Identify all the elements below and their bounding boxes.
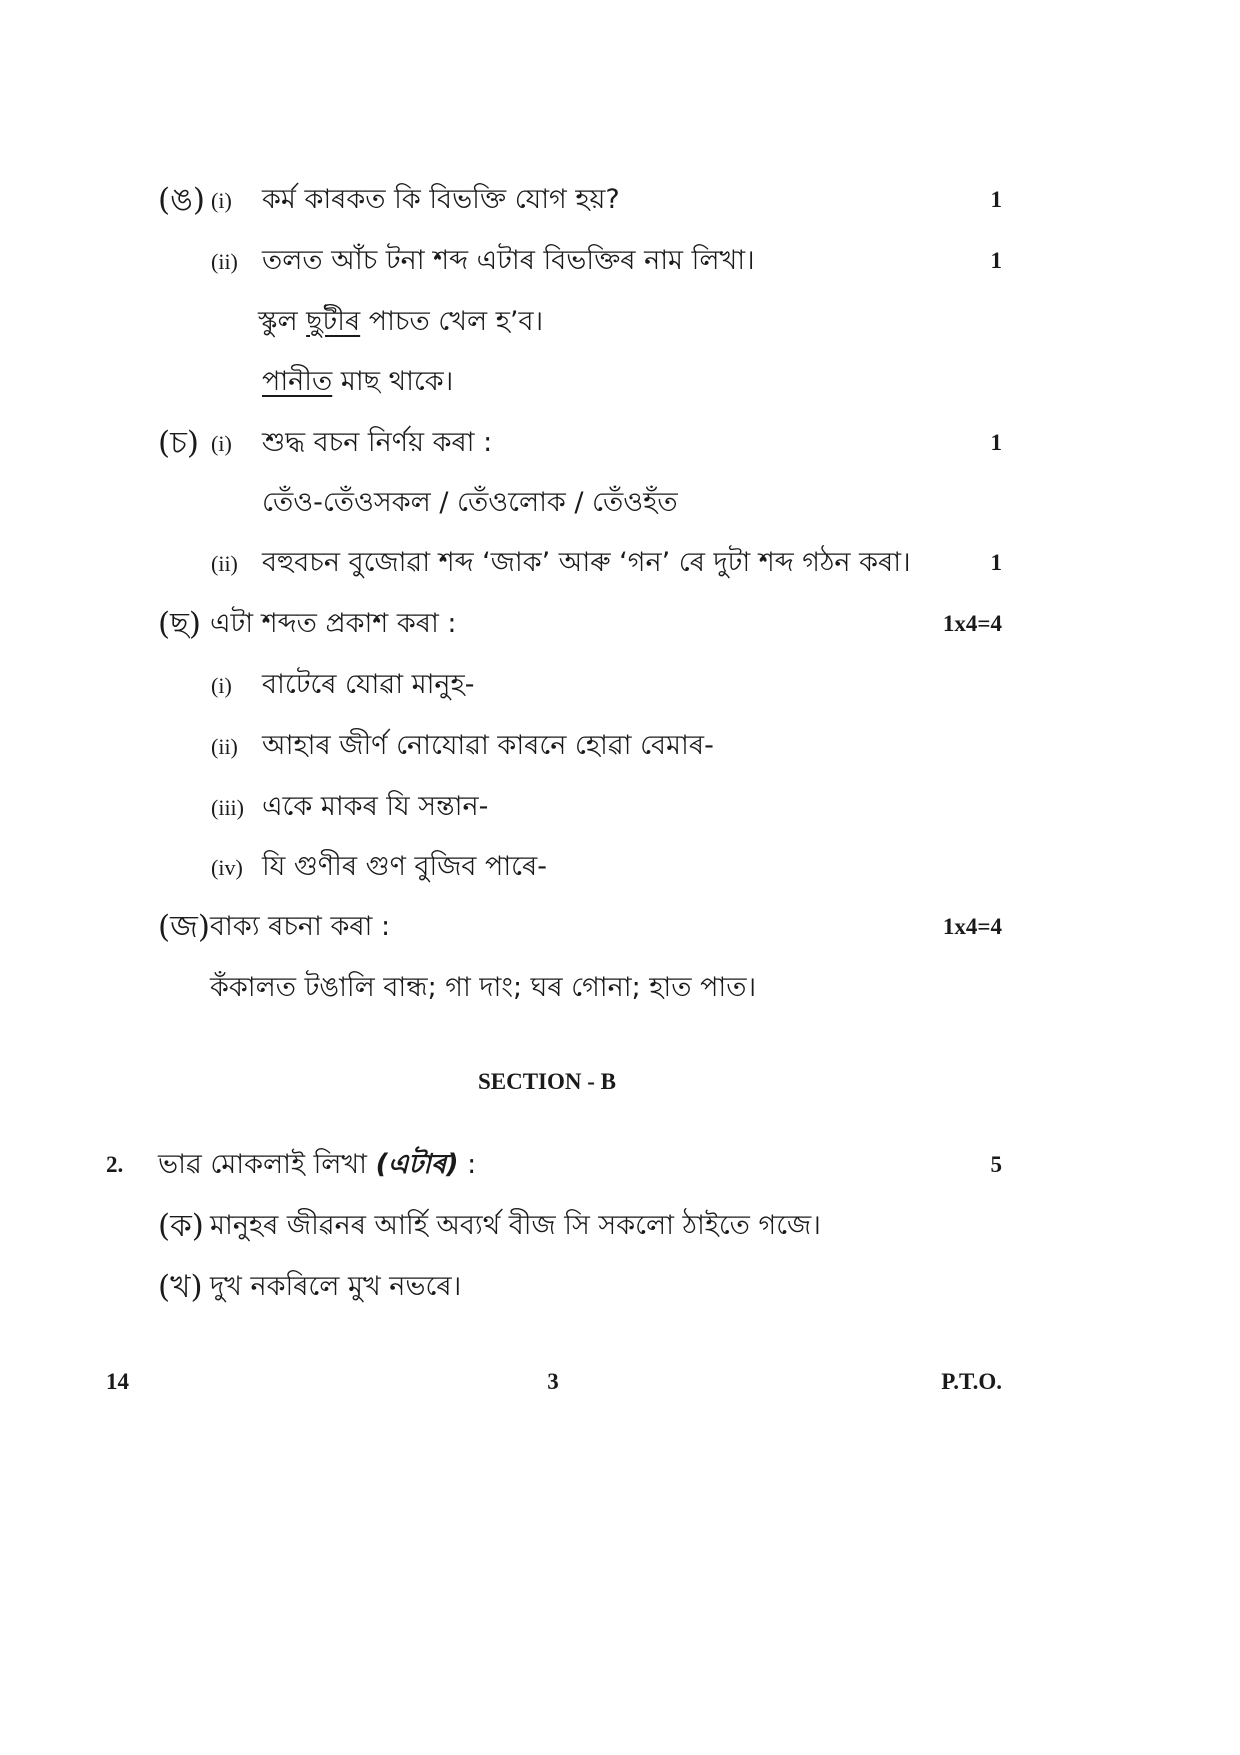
q-e-i-num: (i) bbox=[211, 188, 232, 213]
q2-a-text: মানুহৰ জীৱনৰ আৰ্হি অব্যৰ্থ বীজ সি সকলো ঠাইতে গজে। bbox=[210, 1210, 821, 1241]
q-g-item-text: বাটেৰে যোৱা মানুহ- bbox=[262, 669, 475, 700]
q-f-ii-num: (ii) bbox=[211, 551, 238, 576]
q2-b-text: দুখ নকৰিলে মুখ নভৰে। bbox=[210, 1271, 462, 1302]
example-2-underlined: পানীত bbox=[262, 366, 333, 397]
q-f-i-text: শুদ্ধ বচন নিৰ্ণয় কৰা : bbox=[262, 427, 493, 458]
footer-pto: P.T.O. bbox=[941, 1369, 1002, 1394]
example-2-post: মাছ থাকে। bbox=[332, 366, 454, 397]
q2-number: 2. bbox=[106, 1152, 124, 1177]
q2-text bbox=[158, 1145, 476, 1185]
q-f-i-num: (i) bbox=[211, 431, 232, 456]
page-number: 3 bbox=[547, 1369, 559, 1394]
q-g-text: এটা শব্দত প্ৰকাশ কৰা : bbox=[210, 608, 457, 639]
section-b-title: SECTION - B bbox=[477, 1069, 617, 1094]
example-1-underlined: ছুটীৰ bbox=[306, 306, 361, 337]
q-h-text: বাক্য ৰচনা কৰা : bbox=[210, 911, 391, 942]
q-f-ii-text: বহুবচন বুজোৱা শব্দ ‘জাক’ আৰু ‘গন’ ৰে দুটা শব্দ গঠন কৰা। bbox=[262, 547, 911, 578]
q-f-i-marks: 1 bbox=[990, 430, 1002, 455]
q-e-ii-example-2 bbox=[262, 362, 453, 402]
q-g-item-num: (iv) bbox=[211, 855, 243, 880]
q-h-phrases: কঁকালত টঙালি বান্ধ; গা দাং; ঘৰ গোনা; হাত পাত। bbox=[210, 972, 757, 1003]
q-e-ii-text: তলত আঁচ টনা শব্দ এটাৰ বিভক্তিৰ নাম লিখা। bbox=[262, 245, 755, 276]
q-e-label: (ঙ) bbox=[158, 182, 205, 218]
q-e-i-text: কৰ্ম কাৰকত কি বিভক্তি যোগ হয়? bbox=[262, 184, 620, 215]
q2-a-label: (ক) bbox=[158, 1208, 204, 1244]
q-e-i-marks: 1 bbox=[990, 187, 1002, 212]
q-f-ii-marks: 1 bbox=[990, 550, 1002, 575]
q2-marks: 5 bbox=[990, 1152, 1002, 1177]
q-g-item-text: একে মাকৰ যি সন্তান- bbox=[262, 791, 489, 822]
footer-code: 14 bbox=[106, 1369, 129, 1394]
q2-emphasis: (এটাৰ) bbox=[375, 1149, 459, 1180]
q2-instruction: ভাৱ মোকলাই লিখা bbox=[158, 1149, 367, 1180]
example-1-pre: স্কুল bbox=[258, 306, 307, 337]
q-g-item-text: যি গুণীৰ গুণ বুজিব পাৰে- bbox=[262, 851, 547, 882]
q-g-label: (ছ) bbox=[158, 606, 201, 642]
q-g-item-num: (iii) bbox=[211, 795, 244, 820]
q-g-item-num: (ii) bbox=[211, 734, 238, 759]
example-1-post: পাচত খেল হ’ব। bbox=[360, 306, 544, 337]
q-g-marks: 1x4=4 bbox=[942, 611, 1002, 636]
q-g-item-text: আহাৰ জীৰ্ণ নোযোৱা কাৰনে হোৱা বেমাৰ- bbox=[262, 730, 714, 761]
q-g-item-num: (i) bbox=[211, 673, 232, 698]
q-e-ii-example-1 bbox=[258, 302, 543, 342]
q-f-i-options: তেঁও-তেঁওসকল / তেঁওলোক / তেঁওহঁত bbox=[262, 487, 678, 518]
q2-colon: : bbox=[467, 1149, 477, 1180]
q-e-ii-marks: 1 bbox=[990, 248, 1002, 273]
q-h-marks: 1x4=4 bbox=[942, 914, 1002, 939]
q-e-ii-num: (ii) bbox=[211, 249, 238, 274]
q-f-label: (চ) bbox=[158, 425, 199, 461]
q-h-label: (জ) bbox=[158, 909, 210, 945]
q2-b-label: (খ) bbox=[158, 1269, 203, 1305]
